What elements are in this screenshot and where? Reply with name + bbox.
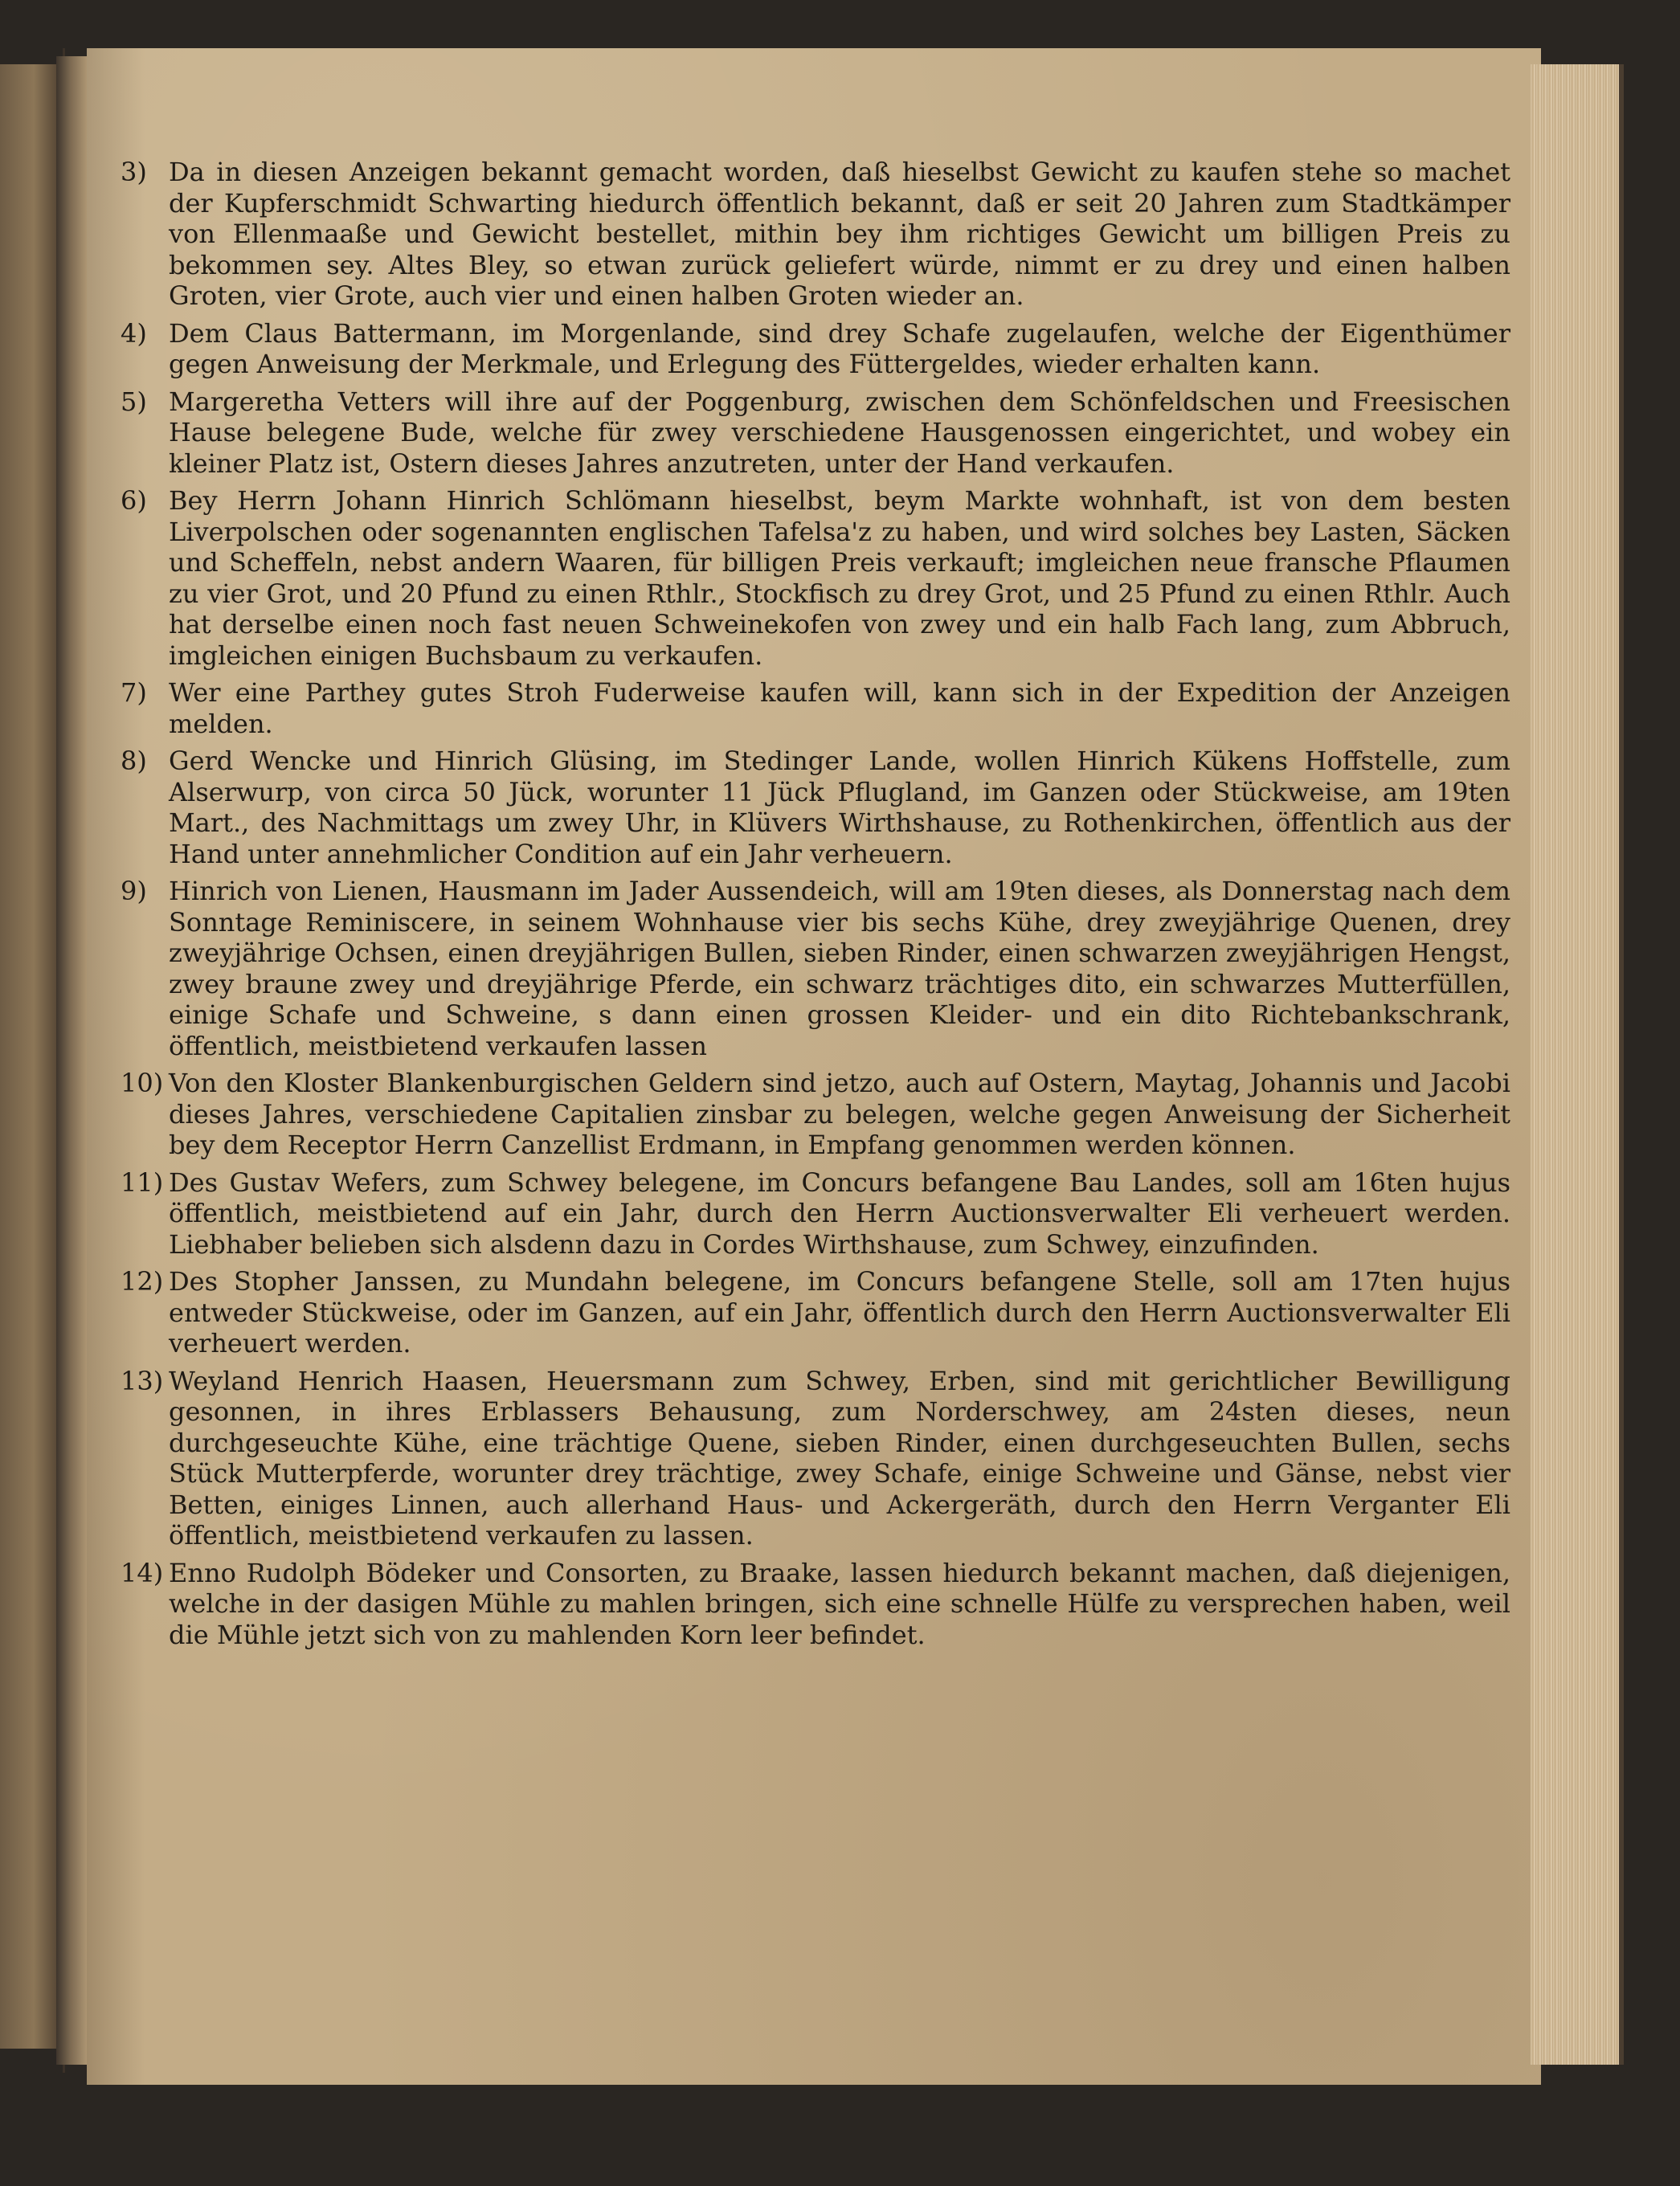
entry-text: Enno Rudolph Bödeker und Consorten, zu Braake, lassen hiedurch bekannt machen, daß diejenigen, welche in der dasigen Mühle zu mahlen bringen, sich eine schnelle Hülfe zu versprechen haben, weil die Mühle jetzt sich von zu mahlenden Korn leer befindet. [169, 1557, 1510, 1650]
entry-number: 11) [121, 1167, 164, 1198]
entry-number: 7) [121, 677, 147, 708]
entry-text: Gerd Wencke und Hinrich Glüsing, im Stedinger Lande, wollen Hinrich Kükens Hoffstelle, zum Alserwurp, von circa 50 Jück, worunter 11 Jück Pflugland, im Ganzen oder Stückweise, am 19ten Mart., des Nachmittags um zwey Uhr, in Klüvers Wirthshause, zu Rothenkirchen, öffentlich aus der Hand unter annehmlicher Condition auf ein Jahr verheuern. [169, 746, 1510, 869]
entry-text: Wer eine Parthey gutes Stroh Fuderweise kaufen will, kann sich in der Expedition der Anzeigen melden. [169, 677, 1510, 739]
announcement-5 [121, 386, 1510, 480]
book-gutter [56, 56, 88, 2065]
page-stack-edges [1531, 64, 1624, 2065]
entry-text: Des Gustav Wefers, zum Schwey belegene, im Concurs befangene Bau Landes, soll am 16ten hujus öffentlich, meistbietend auf ein Jahr, durch den Herrn Auctionsverwalter Eli verheuert werden. Liebhaber belieben sich alsdenn dazu in Cordes Wirthshause, zum Schwey, einzufinden. [169, 1167, 1510, 1260]
announcement-6 [121, 485, 1510, 671]
entry-text: Weyland Henrich Haasen, Heuersmann zum Schwey, Erben, sind mit gerichtlicher Bewilligung gesonnen, in ihres Erblassers Behausung, zum Norderschwey, am 24sten dieses, neun durchgeseuchte Kühe, eine trächtige Quene, sieben Rinder, einen durchgeseuchten Bullen, sechs Stück Mutterpferde, worunter drey trächtige, zwey Schafe, einige Schweine und Gänse, nebst vier Betten, einiges Linnen, auch allerhand Haus- und Ackergeräth, durch den Herrn Verganter Eli öffentlich, meistbietend verkaufen zu lassen. [169, 1365, 1510, 1551]
entry-number: 12) [121, 1266, 164, 1297]
announcement-3 [121, 157, 1510, 312]
announcement-12 [121, 1266, 1510, 1359]
entry-number: 6) [121, 485, 147, 516]
announcement-9 [121, 876, 1510, 1061]
entry-text: Margeretha Vetters will ihre auf der Poggenburg, zwischen dem Schönfeldschen und Freesischen Hause belegene Bude, welche für zwey verschiedene Hausgenossen eingerichtet, und wobey ein kleiner Platz ist, Ostern dieses Jahres anzutreten, unter der Hand verkaufen. [169, 386, 1510, 479]
entry-number: 5) [121, 386, 147, 417]
entry-text: Dem Claus Battermann, im Morgenlande, sind drey Schafe zugelaufen, welche der Eigenthümer gegen Anweisung der Merkmale, und Erlegung des Füttergeldes, wieder erhalten kann. [169, 317, 1510, 379]
announcement-4 [121, 318, 1510, 380]
entry-number: 10) [121, 1068, 164, 1098]
entry-number: 3) [121, 157, 147, 187]
announcement-8 [121, 746, 1510, 869]
announcement-7 [121, 677, 1510, 739]
entry-number: 9) [121, 876, 147, 906]
entry-number: 14) [121, 1557, 164, 1588]
entry-text: Des Stopher Janssen, zu Mundahn belegene, im Concurs befangene Stelle, soll am 17ten hujus entweder Stückweise, oder im Ganzen, auf ein Jahr, öffentlich durch den Herrn Auctionsverwalter Eli verheuert werden. [169, 1266, 1510, 1359]
entry-text: Bey Herrn Johann Hinrich Schlömann hieselbst, beym Markte wohnhaft, ist von dem besten Liverpolschen oder sogenannten englischen Tafelsa'z zu haben, und wird solches bey Lasten, Säcken und Scheffeln, nebst andern Waaren, für billigen Preis verkauft; imgleichen neue fransche Pflaumen zu vier Grot, und 20 Pfund zu einen Rthlr., Stockfisch zu drey Grot, und 25 Pfund zu einen Rthlr. Auch hat derselbe einen noch fast neuen Schweinekofen von zwey und ein halb Fach lang, zum Abbruch, imgleichen einigen Buchsbaum zu verkaufen. [169, 485, 1510, 671]
entry-text: Von den Kloster Blankenburgischen Geldern sind jetzo, auch auf Ostern, Maytag, Johannis und Jacobi dieses Jahres, verschiedene Capitalien zinsbar zu belegen, welche gegen Anweisung der Sicherheit bey dem Receptor Herrn Canzellist Erdmann, in Empfang genommen werden können. [169, 1068, 1510, 1160]
entry-number: 4) [121, 317, 147, 349]
announcement-list [121, 157, 1510, 1657]
entry-number: 13) [121, 1365, 164, 1396]
entry-text: Hinrich von Lienen, Hausmann im Jader Aussendeich, will am 19ten dieses, als Donnerstag nach dem Sonntage Reminiscere, in seinem Wohnhause vier bis sechs Kühe, drey zweyjährige Quenen, drey zweyjährige Ochsen, einen dreyjährigen Bullen, sieben Rinder, einen schwarzen zweyjährigen Hengst, zwey braune zwey und dreyjährige Pferde, ein schwarz trächtiges dito, ein schwarzes Mutterfüllen, einige Schafe und Schweine, s dann einen grossen Kleider- und ein dito Richtebankschrank, öffentlich, meistbietend verkaufen lassen [169, 876, 1510, 1061]
announcement-10 [121, 1068, 1510, 1161]
announcement-13 [121, 1366, 1510, 1551]
entry-number: 8) [121, 746, 147, 776]
entry-text: Da in diesen Anzeigen bekannt gemacht worden, daß hieselbst Gewicht zu kaufen stehe so machet der Kupferschmidt Schwarting hiedurch öffentlich bekannt, daß er seit 20 Jahren zum Stadtkämper von Ellenmaaße und Gewicht bestellet, mithin bey ihm richtiges Gewicht um billigen Preis zu bekommen sey. Altes Bley, so etwan zurück geliefert würde, nimmt er zu drey und einen halben Groten, vier Grote, auch vier und einen halben Groten wieder an. [169, 157, 1510, 311]
announcement-11 [121, 1167, 1510, 1261]
announcement-14 [121, 1558, 1510, 1651]
left-page [0, 64, 56, 2049]
